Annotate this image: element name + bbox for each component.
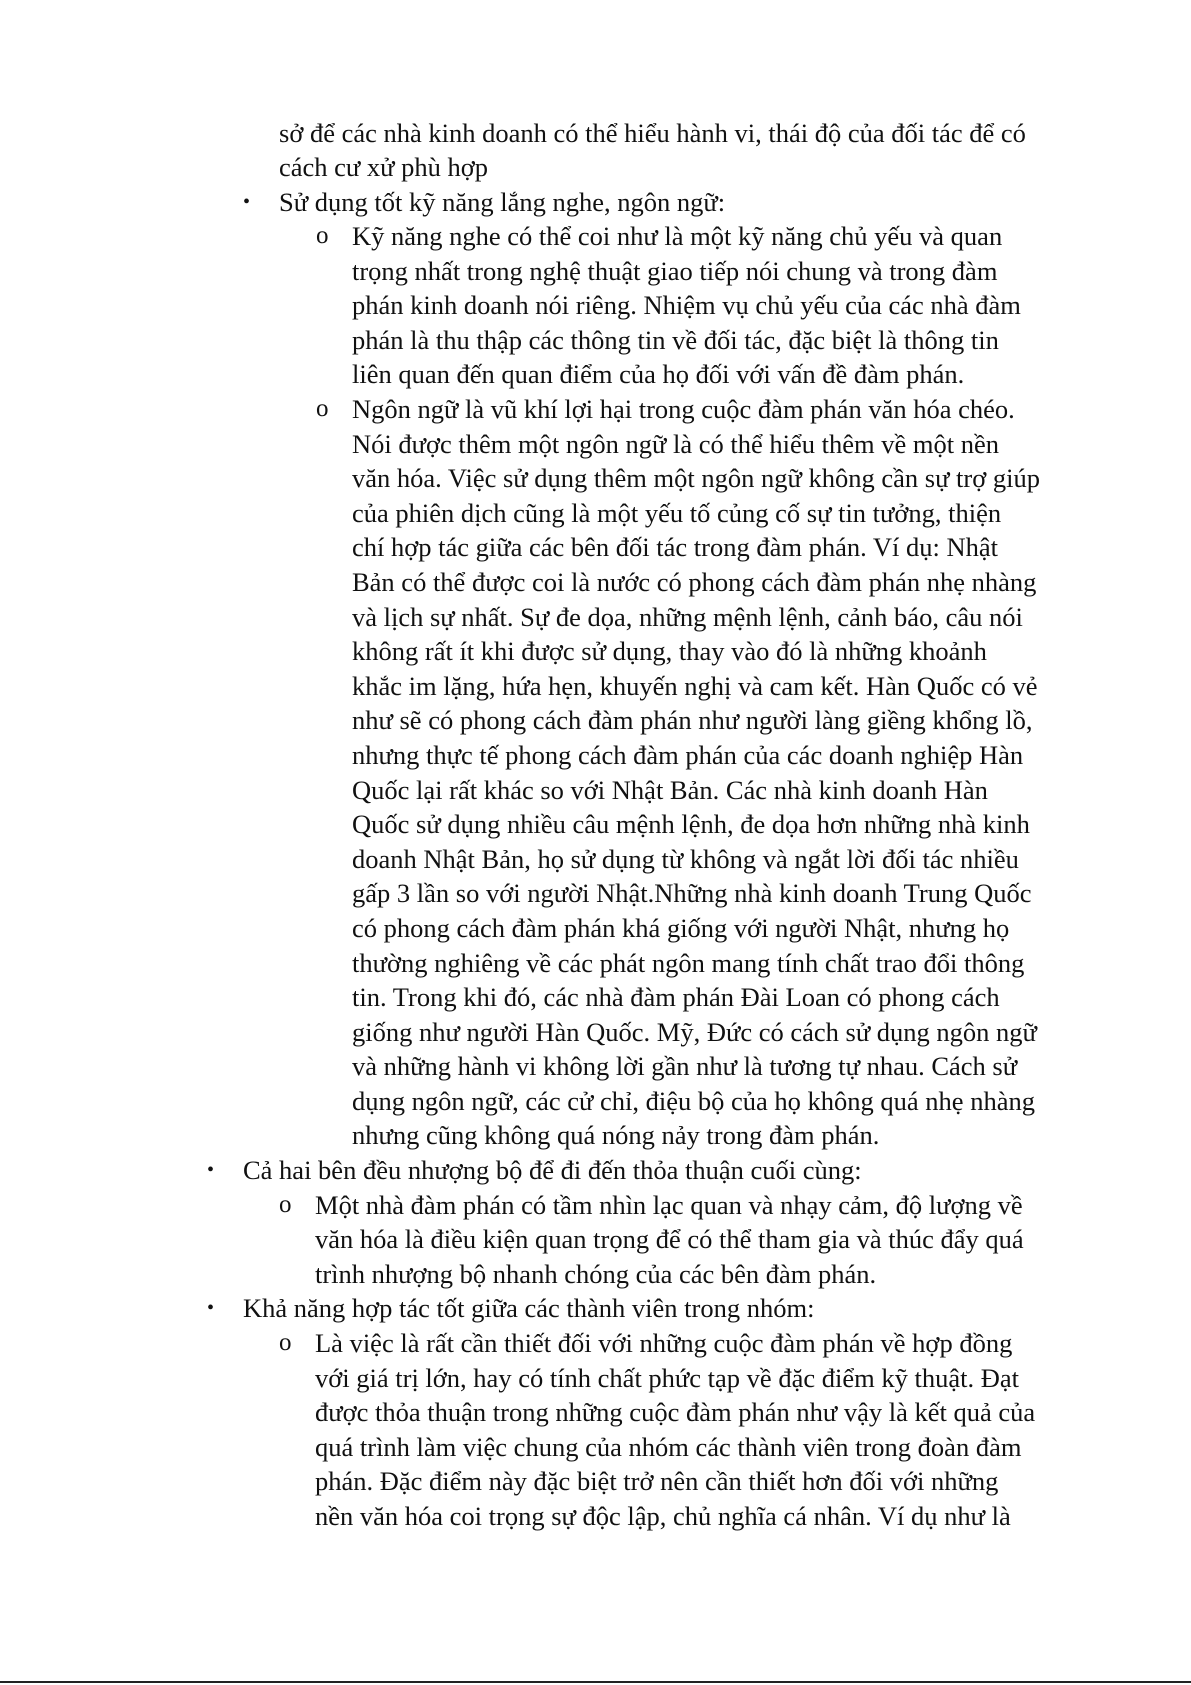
text-line: giống như người Hàn Quốc. Mỹ, Đức có cách sử dụng ngôn ngữ — [352, 1017, 1037, 1047]
text-line: văn hóa là điều kiện quan trọng để có thể tham gia và thúc đẩy quá — [315, 1224, 1024, 1254]
text-line: như sẽ có phong cách đàm phán như người làng giềng khổng lồ, — [352, 705, 1033, 735]
text-line: Là việc là rất cần thiết đối với những cuộc đàm phán về hợp đồng — [315, 1328, 1013, 1358]
text-line: khắc im lặng, hứa hẹn, khuyến nghị và cam kết. Hàn Quốc có vẻ — [352, 671, 1038, 701]
text-line: Một nhà đàm phán có tầm nhìn lạc quan và nhạy cảm, độ lượng về — [315, 1190, 1023, 1220]
text-line: liên quan đến quan điểm của họ đối với vấn đề đàm phán. — [352, 359, 965, 389]
text-line: phán kinh doanh nói riêng. Nhiệm vụ chủ yếu của các nhà đàm — [352, 290, 1021, 320]
text-line: chí hợp tác giữa các bên đối tác trong đàm phán. Ví dụ: Nhật — [352, 532, 999, 562]
text-line: và lịch sự nhất. Sự đe dọa, những mệnh lệnh, cảnh báo, câu nói — [352, 602, 1023, 632]
text-line: của phiên dịch cũng là một yếu tố củng cố sự tin tưởng, thiện — [352, 498, 1002, 528]
text-line: có phong cách đàm phán khá giống với người Nhật, nhưng họ — [352, 913, 1010, 943]
sub-bullet-marker: o — [279, 1191, 292, 1218]
bullet-heading: Sử dụng tốt kỹ năng lắng nghe, ngôn ngữ: — [279, 187, 726, 217]
text-line: tin. Trong khi đó, các nhà đàm phán Đài Loan có phong cách — [352, 982, 1000, 1012]
text-line: doanh Nhật Bản, họ sử dụng từ không và ngắt lời đối tác nhiều — [352, 844, 1019, 874]
text-line: phán là thu thập các thông tin về đối tác, đặc biệt là thông tin — [352, 325, 999, 355]
text-line: nhưng cũng không quá nóng nảy trong đàm phán. — [352, 1120, 880, 1150]
bullet-heading: Khả năng hợp tác tốt giữa các thành viên trong nhóm: — [243, 1293, 815, 1323]
text-line: với giá trị lớn, hay có tính chất phức tạp về đặc điểm kỹ thuật. Đạt — [315, 1363, 1019, 1393]
text-line: không rất ít khi được sử dụng, thay vào đó là những khoảnh — [352, 636, 987, 666]
text-line: Ngôn ngữ là vũ khí lợi hại trong cuộc đàm phán văn hóa chéo. — [352, 394, 1015, 424]
bullet-marker: • — [207, 1297, 215, 1319]
text-line: quá trình làm việc chung của nhóm các thành viên trong đoàn đàm — [315, 1432, 1022, 1462]
text-line: Quốc sử dụng nhiều câu mệnh lệnh, đe dọa hơn những nhà kinh — [352, 809, 1030, 839]
text-line: thường nghiêng về các phát ngôn mang tính chất trao đổi thông — [352, 948, 1025, 978]
page-bottom-rule — [0, 1681, 1191, 1683]
text-line: sở để các nhà kinh doanh có thể hiểu hành vi, thái độ của đối tác để có — [279, 118, 1026, 148]
bullet-heading: Cả hai bên đều nhượng bộ để đi đến thỏa thuận cuối cùng: — [243, 1155, 862, 1185]
text-line: gấp 3 lần so với người Nhật.Những nhà kinh doanh Trung Quốc — [352, 878, 1032, 908]
text-line: trình nhượng bộ nhanh chóng của các bên đàm phán. — [315, 1259, 877, 1289]
text-line: Nói được thêm một ngôn ngữ là có thể hiểu thêm về một nền — [352, 429, 999, 459]
text-line: dụng ngôn ngữ, các cử chỉ, điệu bộ của họ không quá nhẹ nhàng — [352, 1086, 1035, 1116]
text-line: và những hành vi không lời gần như là tương tự nhau. Cách sử — [352, 1051, 1018, 1081]
text-line: được thỏa thuận trong những cuộc đàm phán như vậy là kết quả của — [315, 1397, 1036, 1427]
text-line: văn hóa. Việc sử dụng thêm một ngôn ngữ không cần sự trợ giúp — [352, 463, 1040, 493]
text-line: Kỹ năng nghe có thể coi như là một kỹ năng chủ yếu và quan — [352, 221, 1003, 251]
text-line: nhưng thực tế phong cách đàm phán của các doanh nghiệp Hàn — [352, 740, 1024, 770]
text-line: trọng nhất trong nghệ thuật giao tiếp nói chung và trong đàm — [352, 256, 998, 286]
sub-bullet-marker: o — [316, 222, 329, 249]
sub-bullet-marker: o — [279, 1329, 292, 1356]
bullet-marker: • — [207, 1159, 215, 1181]
text-line: Bản có thể được coi là nước có phong cách đàm phán nhẹ nhàng — [352, 567, 1037, 597]
text-line: cách cư xử phù hợp — [279, 152, 489, 182]
text-line: nền văn hóa coi trọng sự độc lập, chủ nghĩa cá nhân. Ví dụ như là — [315, 1501, 1011, 1531]
text-line: phán. Đặc điểm này đặc biệt trở nên cần thiết hơn đối với những — [315, 1466, 999, 1496]
bullet-marker: • — [243, 191, 251, 213]
text-line: Quốc lại rất khác so với Nhật Bản. Các nhà kinh doanh Hàn — [352, 775, 988, 805]
sub-bullet-marker: o — [316, 395, 329, 422]
